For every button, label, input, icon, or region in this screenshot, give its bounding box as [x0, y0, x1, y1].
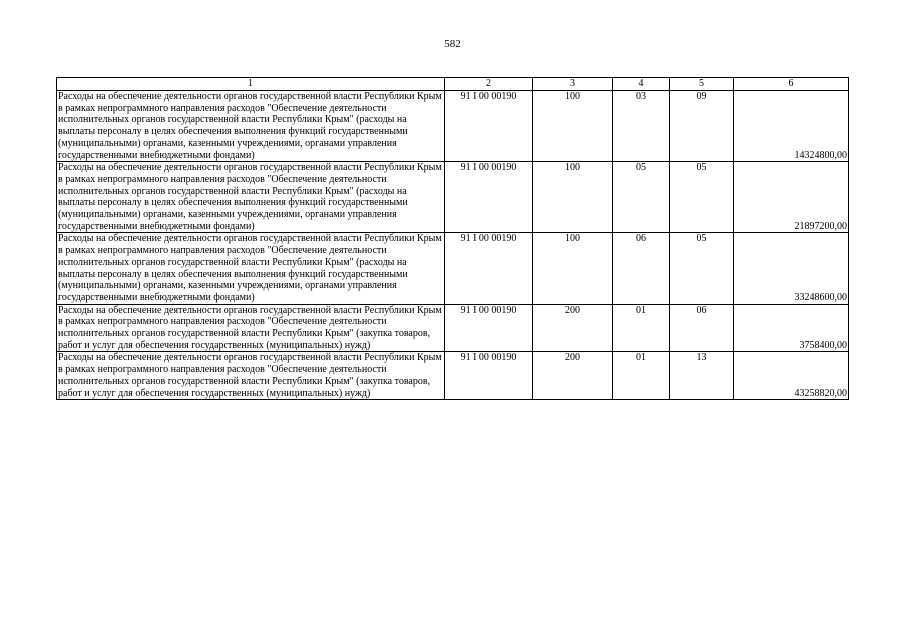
row-section: 01	[613, 352, 670, 400]
row-target-article: 91 I 00 00190	[445, 162, 533, 233]
header-cell-5: 5	[670, 78, 734, 91]
row-amount: 43258820,00	[734, 352, 849, 400]
row-subsection: 13	[670, 352, 734, 400]
page-number: 582	[444, 38, 461, 50]
row-expense-type: 100	[533, 233, 613, 304]
row-description: Расходы на обеспечение деятельности органов государственной власти Республики Крым в рамках непрограммного направления расходов "Обеспечение деятельности исполнительных органов государственной власти Республики Крым" (расходы на выплаты персоналу в целях обеспечения выполнения функций государственными (муниципальными) органами, казенными учреждениями, органами управления государственными внебюджетными фондами)	[57, 91, 445, 162]
header-cell-3: 3	[533, 78, 613, 91]
row-description: Расходы на обеспечение деятельности органов государственной власти Республики Крым в рамках непрограммного направления расходов "Обеспечение деятельности исполнительных органов государственной власти Республики Крым" (расходы на выплаты персоналу в целях обеспечения выполнения функций государственными (муниципальными) органами, казенными учреждениями, органами управления государственными внебюджетными фондами)	[57, 162, 445, 233]
budget-table	[56, 77, 849, 400]
table-row	[57, 91, 849, 162]
row-subsection: 06	[670, 304, 734, 352]
row-expense-type: 200	[533, 352, 613, 400]
table-row	[57, 233, 849, 304]
row-target-article: 91 I 00 00190	[445, 91, 533, 162]
table-row	[57, 304, 849, 352]
row-target-article: 91 I 00 00190	[445, 352, 533, 400]
header-cell-1: 1	[57, 78, 445, 91]
row-expense-type: 200	[533, 304, 613, 352]
row-description: Расходы на обеспечение деятельности органов государственной власти Республики Крым в рамках непрограммного направления расходов "Обеспечение деятельности исполнительных органов государственной власти Республики Крым" (закупка товаров, работ и услуг для обеспечения государственных (муниципальных) нужд)	[57, 304, 445, 352]
header-cell-4: 4	[613, 78, 670, 91]
row-section: 01	[613, 304, 670, 352]
table-header-row	[57, 78, 849, 91]
row-description: Расходы на обеспечение деятельности органов государственной власти Республики Крым в рамках непрограммного направления расходов "Обеспечение деятельности исполнительных органов государственной власти Республики Крым" (закупка товаров, работ и услуг для обеспечения государственных (муниципальных) нужд)	[57, 352, 445, 400]
row-amount: 14324800,00	[734, 91, 849, 162]
table-row	[57, 162, 849, 233]
table-row	[57, 352, 849, 400]
row-amount: 21897200,00	[734, 162, 849, 233]
row-amount: 3758400,00	[734, 304, 849, 352]
row-subsection: 05	[670, 162, 734, 233]
row-section: 05	[613, 162, 670, 233]
header-cell-2: 2	[445, 78, 533, 91]
row-subsection: 05	[670, 233, 734, 304]
row-description: Расходы на обеспечение деятельности органов государственной власти Республики Крым в рамках непрограммного направления расходов "Обеспечение деятельности исполнительных органов государственной власти Республики Крым" (расходы на выплаты персоналу в целях обеспечения выполнения функций государственными (муниципальными) органами, казенными учреждениями, органами управления государственными внебюджетными фондами)	[57, 233, 445, 304]
row-amount: 33248600,00	[734, 233, 849, 304]
row-expense-type: 100	[533, 91, 613, 162]
row-section: 06	[613, 233, 670, 304]
row-subsection: 09	[670, 91, 734, 162]
header-cell-6: 6	[734, 78, 849, 91]
row-expense-type: 100	[533, 162, 613, 233]
row-section: 03	[613, 91, 670, 162]
row-target-article: 91 I 00 00190	[445, 304, 533, 352]
row-target-article: 91 I 00 00190	[445, 233, 533, 304]
